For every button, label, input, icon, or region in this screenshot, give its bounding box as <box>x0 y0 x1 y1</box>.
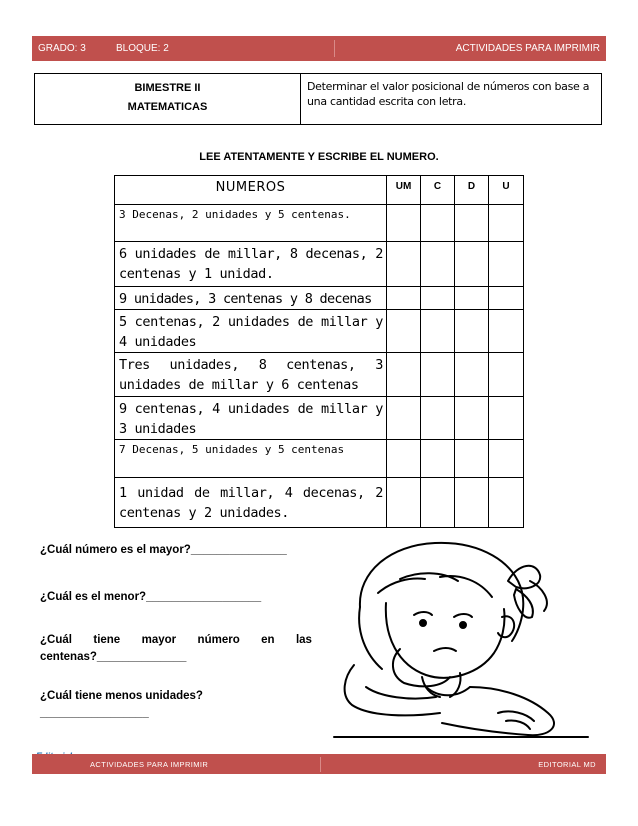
q3-word: ¿Cuál <box>40 634 72 646</box>
answer-cell-d[interactable] <box>455 478 489 528</box>
footer-left-text: ACTIVIDADES PARA IMPRIMIR <box>90 760 209 769</box>
q3-line2: centenas?______________ <box>40 651 187 663</box>
row-text: 7 Decenas, 5 unidades y 5 centenas <box>115 440 387 478</box>
answer-cell-d[interactable] <box>455 242 489 287</box>
subject-label: MATEMATICAS <box>127 101 208 113</box>
answer-cell-d[interactable] <box>455 440 489 478</box>
table-row <box>115 478 524 528</box>
answer-cell-um[interactable] <box>387 242 421 287</box>
answer-cell-c[interactable] <box>421 310 455 353</box>
table-row <box>115 353 524 397</box>
answer-cell-u[interactable] <box>489 287 524 310</box>
table-row <box>115 287 524 310</box>
table-row <box>115 397 524 440</box>
row-text: 5 centenas, 2 unidades de millar y 4 unidades <box>115 310 387 353</box>
row-text: 9 centenas, 4 unidades de millar y 3 unidades <box>115 397 387 440</box>
block-label: BLOQUE: 2 <box>116 43 169 54</box>
answer-cell-c[interactable] <box>421 397 455 440</box>
answer-cell-u[interactable] <box>489 478 524 528</box>
answer-cell-u[interactable] <box>489 310 524 353</box>
question-most-hundreds[interactable] <box>40 632 312 666</box>
answer-cell-um[interactable] <box>387 397 421 440</box>
answer-cell-d[interactable] <box>455 397 489 440</box>
header-bar <box>32 36 606 61</box>
face-outline <box>386 603 505 678</box>
table-row <box>115 310 524 353</box>
answer-cell-c[interactable] <box>421 440 455 478</box>
table-row <box>115 205 524 242</box>
answer-cell-u[interactable] <box>489 205 524 242</box>
answer-cell-c[interactable] <box>421 205 455 242</box>
q4-line1: ¿Cuál tiene menos unidades? <box>40 690 203 702</box>
answer-cell-c[interactable] <box>421 287 455 310</box>
footer-divider <box>320 757 321 772</box>
row-text: 6 unidades de millar, 8 decenas, 2 centenas y 1 unidad. <box>115 242 387 287</box>
answer-cell-um[interactable] <box>387 440 421 478</box>
girl-illustration <box>330 537 592 740</box>
row-text: Tres unidades, 8 centenas, 3 unidades de millar y 6 centenas <box>115 353 387 397</box>
footer-bar <box>32 754 606 774</box>
q3-word: tiene <box>93 634 121 646</box>
header-divider <box>334 40 335 57</box>
grade-label: GRADO: 3 <box>38 43 86 54</box>
info-box <box>34 73 602 125</box>
answer-cell-c[interactable] <box>421 353 455 397</box>
row-text: 1 unidad de millar, 4 decenas, 2 centenas y 2 unidades. <box>115 478 387 528</box>
header-d: D <box>455 176 489 205</box>
objective-text: Determinar el valor posicional de números con base a una cantidad escrita con letra. <box>307 80 590 108</box>
bimester-label: BIMESTRE II <box>134 82 201 94</box>
answer-cell-u[interactable] <box>489 353 524 397</box>
table-row <box>115 242 524 287</box>
answer-cell-d[interactable] <box>455 353 489 397</box>
question-smallest[interactable]: ¿Cuál es el menor?__________________ <box>40 591 262 603</box>
answer-cell-um[interactable] <box>387 310 421 353</box>
answer-cell-c[interactable] <box>421 478 455 528</box>
header-numeros: NUMEROS <box>115 176 387 205</box>
answer-cell-d[interactable] <box>455 310 489 353</box>
q3-word: número <box>197 634 240 646</box>
instruction-heading: LEE ATENTAMENTE Y ESCRIBE EL NUMERO. <box>199 151 439 163</box>
answer-cell-u[interactable] <box>489 397 524 440</box>
answer-cell-u[interactable] <box>489 242 524 287</box>
answer-cell-um[interactable] <box>387 205 421 242</box>
row-text: 3 Decenas, 2 unidades y 5 centenas. <box>115 205 387 242</box>
answer-cell-c[interactable] <box>421 242 455 287</box>
header-title: ACTIVIDADES PARA IMPRIMIR <box>455 43 600 54</box>
row-text: 9 unidades, 3 centenas y 8 decenas <box>115 287 387 310</box>
question-fewest-units[interactable] <box>40 688 203 722</box>
q3-word: en <box>261 634 275 646</box>
table-header-row <box>115 176 524 205</box>
header-c: C <box>421 176 455 205</box>
answer-cell-d[interactable] <box>455 287 489 310</box>
answer-cell-um[interactable] <box>387 478 421 528</box>
q3-word: las <box>295 634 312 646</box>
table-row <box>115 440 524 478</box>
header-u: U <box>489 176 524 205</box>
answer-cell-um[interactable] <box>387 353 421 397</box>
hair-outline <box>360 543 523 641</box>
subject-cell <box>35 74 301 124</box>
numbers-table <box>114 175 524 528</box>
footer-right-text: EDITORIAL MD <box>538 760 596 769</box>
header-um: UM <box>387 176 421 205</box>
answer-cell-um[interactable] <box>387 287 421 310</box>
answer-cell-d[interactable] <box>455 205 489 242</box>
question-largest[interactable]: ¿Cuál número es el mayor?_______________ <box>40 544 287 556</box>
q3-word: mayor <box>141 634 177 646</box>
answer-cell-u[interactable] <box>489 440 524 478</box>
q4-line2: _________________ <box>40 707 149 719</box>
